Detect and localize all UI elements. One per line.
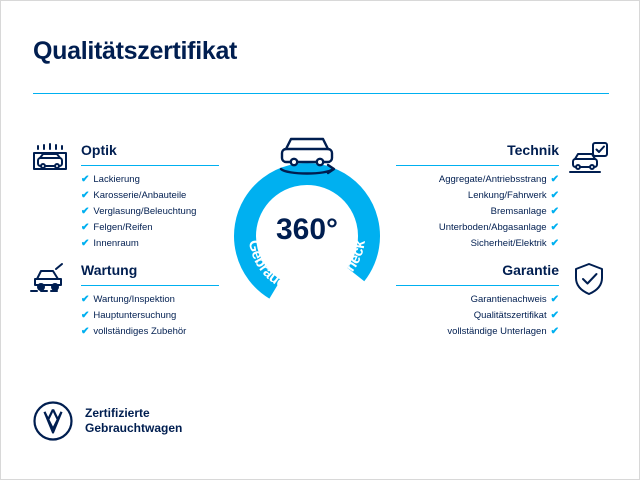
footer-text: [85, 406, 182, 436]
list-item: [81, 220, 219, 236]
list-item: [396, 188, 559, 204]
section-heading: Wartung: [81, 262, 138, 278]
check-icon: ✔: [550, 190, 559, 201]
section-heading: Garantie: [502, 262, 559, 278]
list-item: [396, 236, 559, 252]
list-item: [81, 324, 219, 340]
title-divider: [33, 93, 609, 94]
check-icon: ✔: [550, 206, 559, 217]
item-label: Karosserie/Anbauteile: [93, 190, 187, 201]
item-label: Garantienachweis: [470, 294, 547, 305]
section-heading: Optik: [81, 142, 117, 158]
item-label: Innenraum: [93, 238, 139, 249]
list-item: [81, 172, 219, 188]
volkswagen-logo: [33, 401, 73, 441]
check-icon: ✔: [550, 174, 559, 185]
car-360-icon: [272, 123, 342, 179]
check-icon: ✔: [81, 222, 90, 233]
list-item: [81, 188, 219, 204]
item-label: Felgen/Reifen: [93, 222, 153, 233]
footer-line-2: Gebrauchtwagen: [85, 421, 183, 435]
item-label: Aggregate/Antriebsstrang: [438, 174, 547, 185]
check-icon: ✔: [81, 174, 90, 185]
item-label: vollständige Unterlagen: [447, 326, 547, 337]
check-icon: ✔: [550, 222, 559, 233]
check-icon: ✔: [550, 238, 559, 249]
car-lift-icon: [567, 141, 611, 177]
section-items: [29, 166, 219, 252]
check-icon: ✔: [550, 310, 559, 321]
list-item: [81, 308, 219, 324]
list-item: [396, 292, 559, 308]
badge-360: [222, 151, 392, 321]
section-wartung: [29, 261, 219, 340]
item-label: vollständiges Zubehör: [93, 326, 187, 337]
list-item: [81, 236, 219, 252]
section-technik: [396, 141, 611, 252]
car-service-icon: [29, 261, 73, 297]
check-icon: ✔: [81, 326, 90, 337]
list-item: [396, 324, 559, 340]
item-label: Verglasung/Beleuchtung: [93, 206, 197, 217]
check-icon: ✔: [81, 238, 90, 249]
shield-check-icon: [567, 261, 611, 297]
section-heading: Technik: [507, 142, 559, 158]
item-label: Qualitätszertifikat: [473, 310, 547, 321]
check-icon: ✔: [550, 326, 559, 337]
list-item: [396, 172, 559, 188]
check-icon: ✔: [81, 206, 90, 217]
footer-line-1: Zertifizierte: [85, 406, 150, 420]
item-label: Bremsanlage: [490, 206, 547, 217]
list-item: [396, 204, 559, 220]
item-label: Unterboden/Abgasanlage: [438, 222, 547, 233]
item-label: Wartung/Inspektion: [93, 294, 175, 305]
check-icon: ✔: [550, 294, 559, 305]
item-label: Sicherheit/Elektrik: [470, 238, 547, 249]
list-item: [396, 220, 559, 236]
item-label: Lackierung: [93, 174, 140, 185]
check-icon: ✔: [81, 310, 90, 321]
check-icon: ✔: [81, 294, 90, 305]
item-label: Hauptuntersuchung: [93, 310, 177, 321]
badge-degrees: 360°: [275, 213, 339, 246]
section-garantie: [396, 261, 611, 340]
item-label: Lenkung/Fahrwerk: [467, 190, 547, 201]
list-item: [81, 204, 219, 220]
badge-arc-text: Gebrauchtwagen-Check: [245, 238, 369, 299]
list-item: [396, 308, 559, 324]
car-wash-icon: [29, 141, 73, 177]
check-icon: ✔: [81, 190, 90, 201]
list-item: [81, 292, 219, 308]
footer-brand: [33, 401, 182, 441]
section-items: [396, 166, 611, 252]
page-title: Qualitätszertifikat: [33, 37, 238, 65]
section-optik: [29, 141, 219, 252]
